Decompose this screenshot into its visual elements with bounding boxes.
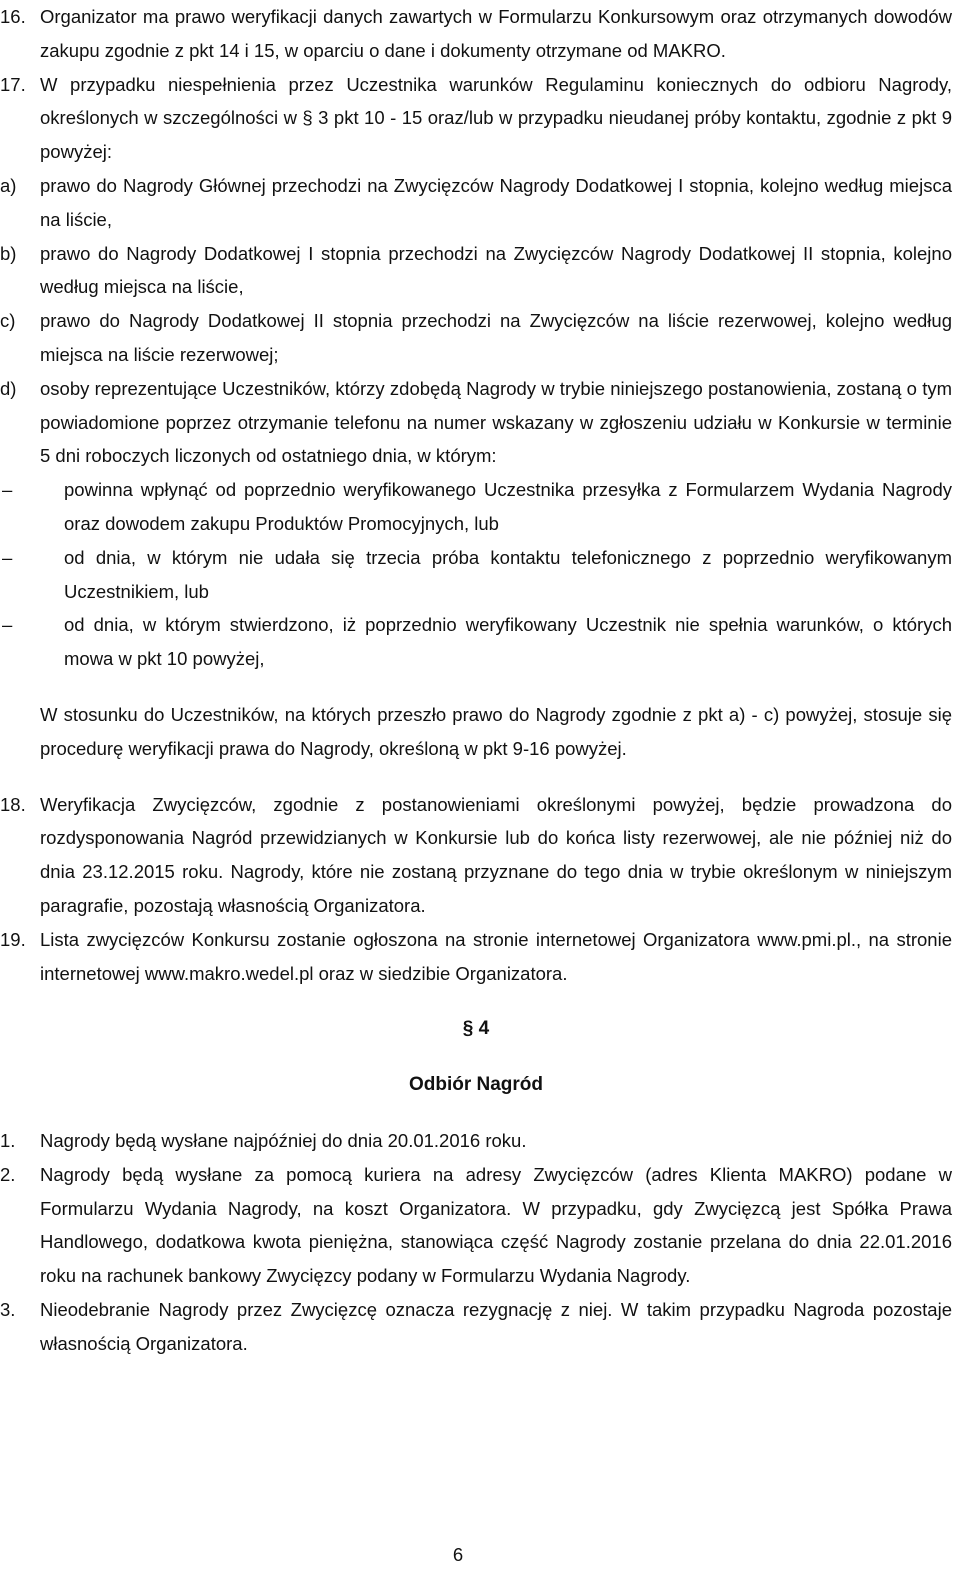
item-text: Nagrody będą wysłane najpóźniej do dnia 20.01.2016 roku.	[40, 1129, 527, 1151]
spacer	[0, 1102, 952, 1124]
sub-item-a	[0, 169, 952, 237]
dash-item-3	[0, 608, 952, 676]
spacer	[0, 990, 952, 1012]
section-title: Odbiór Nagród	[408, 1074, 544, 1096]
item-number: 2.	[0, 1163, 16, 1185]
item-letter: c)	[0, 310, 16, 332]
item-text: prawo do Nagrody Dodatkowej II stopnia przechodzi na Zwycięzców na liście rezerwowej, kolejno według miejsca na liście rezerwowej;	[40, 310, 952, 365]
page-number: 6	[452, 1544, 464, 1565]
dash-item-1	[0, 473, 952, 541]
item-text: prawo do Nagrody Głównej przechodzi na Zwycięzców Nagrody Dodatkowej I stopnia, kolejno według miejsca na liście,	[40, 174, 952, 230]
sub-item-d	[0, 372, 952, 473]
item-text: od dnia, w którym nie udała się trzecia próba kontaktu telefonicznego z poprzednio weryfikowanym Uczestnikiem, lub	[64, 546, 952, 602]
item-text: prawo do Nagrody Dodatkowej I stopnia przechodzi na Zwycięzców Nagrody Dodatkowej II stopnia, kolejno według miejsca na liście,	[40, 242, 952, 298]
list-item-17	[0, 68, 952, 169]
list-item-18	[0, 788, 952, 923]
list-item-2	[0, 1158, 952, 1293]
spacer	[0, 1046, 952, 1068]
item-letter: b)	[0, 242, 17, 264]
spacer	[0, 676, 952, 698]
item-letter: d)	[0, 377, 17, 399]
item-number: 19.	[0, 928, 26, 950]
sub-item-c	[0, 304, 952, 372]
item-text: powinna wpłynąć od poprzednio weryfikowanego Uczestnika przesyłka z Formularzem Wydania Nagrody oraz dowodem zakupu Produktów Promocyjnych, lub	[64, 479, 952, 534]
dash-bullet: –	[2, 546, 13, 568]
item-number: 1.	[0, 1129, 16, 1151]
list-item-19	[0, 923, 952, 991]
dash-bullet: –	[2, 614, 13, 636]
dash-bullet: –	[2, 479, 13, 501]
sub-item-b	[0, 237, 952, 305]
verification-note: W stosunku do Uczestników, na których przeszło prawo do Nagrody zgodnie z pkt a) - c) powyżej, stosuje się procedurę weryfikacji prawa do Nagrody, określoną w pkt 9-16 powyżej.	[40, 703, 952, 759]
item-text: osoby reprezentujące Uczestników, którzy zdobędą Nagrody w trybie niniejszego postanowienia, zostaną o tym powiadomione poprzez otrzymanie telefonu na numer wskazany w zgłoszeniu udziału w Konkursie w terminie 5 dni roboczych liczonych od ostatniego dnia, w którym:	[40, 377, 952, 467]
item-number: 3.	[0, 1298, 16, 1320]
list-item-16	[0, 0, 952, 68]
item-text: W przypadku niespełnienia przez Uczestnika warunków Regulaminu koniecznych do odbioru Nagrody, określonych w szczególności w § 3 pkt 10 - 15 oraz/lub w przypadku nieudanej próby kontaktu, zgodnie z pkt 9 powyżej:	[40, 73, 952, 163]
list-item-1	[0, 1124, 952, 1158]
item-text: Organizator ma prawo weryfikacji danych zawartych w Formularzu Konkursowym oraz otrzymanych dowodów zakupu zgodnie z pkt 14 i 15, w oparciu o dane i dokumenty otrzymane od MAKRO.	[40, 6, 952, 61]
item-text: Weryfikacja Zwycięzców, zgodnie z postanowieniami określonymi powyżej, będzie prowadzona do rozdysponowania Nagród przewidzianych w Konkursie lub do końca listy rezerwowej, ale nie później niż do dnia 23.12.2015 roku. Nagrody, które nie zostaną przyznane do tego dnia w trybie określonym w niniejszym paragrafie, pozostają własnością Organizatora.	[40, 793, 952, 916]
item-number: 16.	[0, 6, 26, 27]
item-letter: a)	[0, 174, 17, 196]
item-text: Lista zwycięzców Konkursu zostanie ogłoszona na stronie internetowej Organizatora www.pmi.pl., na stronie internetowej www.makro.wedel.pl oraz w siedzibie Organizatora.	[40, 928, 952, 984]
section-sign: § 4	[462, 1018, 490, 1040]
spacer	[0, 766, 952, 788]
item-number: 17.	[0, 73, 26, 95]
item-text: od dnia, w którym stwierdzono, iż poprzednio weryfikowany Uczestnik nie spełnia warunków, o których mowa w pkt 10 powyżej,	[64, 614, 952, 670]
list-item-3	[0, 1293, 952, 1361]
item-text: Nagrody będą wysłane za pomocą kuriera na adresy Zwycięzców (adres Klienta MAKRO) podane w Formularzu Wydania Nagrody, na koszt Organizatora. W przypadku, gdy Zwycięzcą jest Spółka Prawa Handlowego, dodatkowa kwota pieniężna, stanowiąca część Nagrody zostanie przelana do dnia 22.01.2016 roku na rachunek bankowy Zwycięzcy podany w Formularzu Wydania Nagrody.	[40, 1163, 952, 1287]
dash-item-2	[0, 541, 952, 609]
item-number: 18.	[0, 793, 26, 815]
item-text: Nieodebranie Nagrody przez Zwycięzcę oznacza rezygnację z niej. W takim przypadku Nagroda pozostaje własnością Organizatora.	[40, 1298, 952, 1354]
